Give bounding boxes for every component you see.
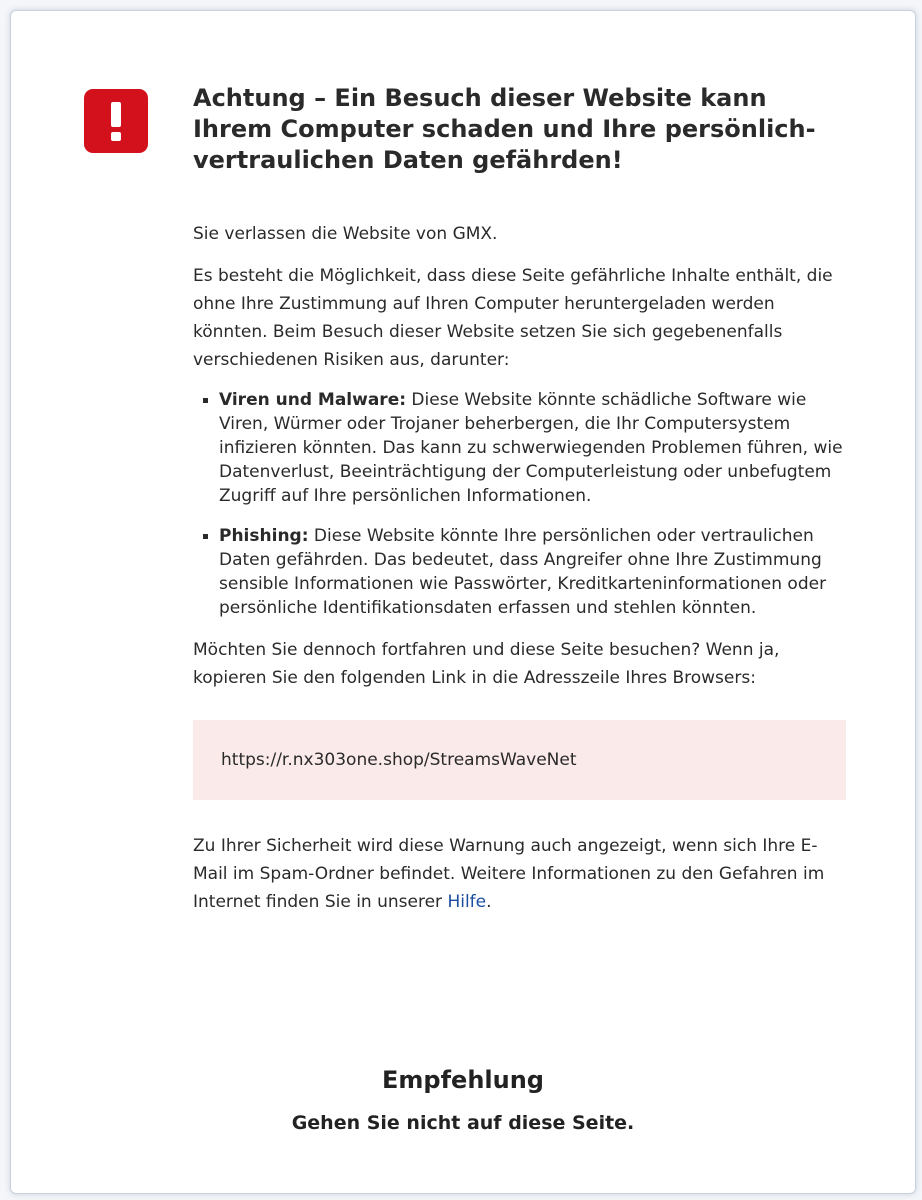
exclamation-icon — [84, 89, 148, 153]
link-box[interactable] — [193, 720, 846, 800]
intro-text: Sie verlassen die Website von GMX. — [193, 224, 498, 244]
security-note — [193, 832, 848, 916]
warning-content — [193, 83, 848, 916]
risk-text: Diese Website könnte schädliche Software wie Viren, Würmer oder Trojaner beherbergen, die Ihr Computersystem infizieren könnten. Das kann zu schwerwiegenden Problemen führen, wie Datenverlust, Beeinträchtigung der Computerleistung oder unbefugtem Zugriff auf Ihre persönlichen Informationen. — [219, 390, 843, 506]
warning-title: Achtung – Ein Besuch dieser Website kann Ihrem Computer schaden und Ihre persönlich-vertraulichen Daten gefährden! — [193, 84, 816, 174]
risk-list — [193, 388, 848, 620]
warning-card — [10, 10, 916, 1194]
risk-label: Viren und Malware: — [219, 390, 407, 410]
question-text: Möchten Sie dennoch fortfahren und diese Seite besuchen? Wenn ja, kopieren Sie den folgenden Link in die Adresszeile Ihres Browsers: — [193, 640, 780, 688]
description-text: Es besteht die Möglichkeit, dass diese Seite gefährliche Inhalte enthält, die ohne Ihre Zustimmung auf Ihren Computer heruntergeladen werden könnten. Beim Besuch dieser Website setzen Sie sich gegebenenfalls verschiedenen Risiken aus, darunter: — [193, 266, 833, 370]
bullet-icon — [203, 534, 208, 539]
risk-label: Phishing: — [219, 526, 309, 546]
link-url[interactable]: https://r.nx303one.shop/StreamsWaveNet — [221, 750, 577, 770]
note-suffix: . — [486, 892, 492, 912]
list-item — [193, 388, 848, 508]
note-text: Zu Ihrer Sicherheit wird diese Warnung auch angezeigt, wenn sich Ihre E-Mail im Spam-Ordner befindet. Weitere Informationen zu den Gefahren im Internet finden Sie in unserer — [193, 836, 825, 912]
exclamation-glyph — [84, 89, 148, 153]
bullet-icon — [203, 398, 208, 403]
help-link[interactable]: Hilfe — [447, 892, 487, 912]
risk-text: Diese Website könnte Ihre persönlichen oder vertraulichen Daten gefährden. Das bedeutet, dass Angreifer ohne Ihre Zustimmung sensible Informationen wie Passwörter, Kreditkarteninformationen oder persönliche Identifikationsdaten erfassen und stehlen könnten. — [219, 526, 827, 618]
recommendation-title: Empfehlung — [382, 1066, 544, 1094]
list-item — [193, 524, 848, 620]
recommendation-text: Gehen Sie nicht auf diese Seite. — [291, 1112, 635, 1134]
